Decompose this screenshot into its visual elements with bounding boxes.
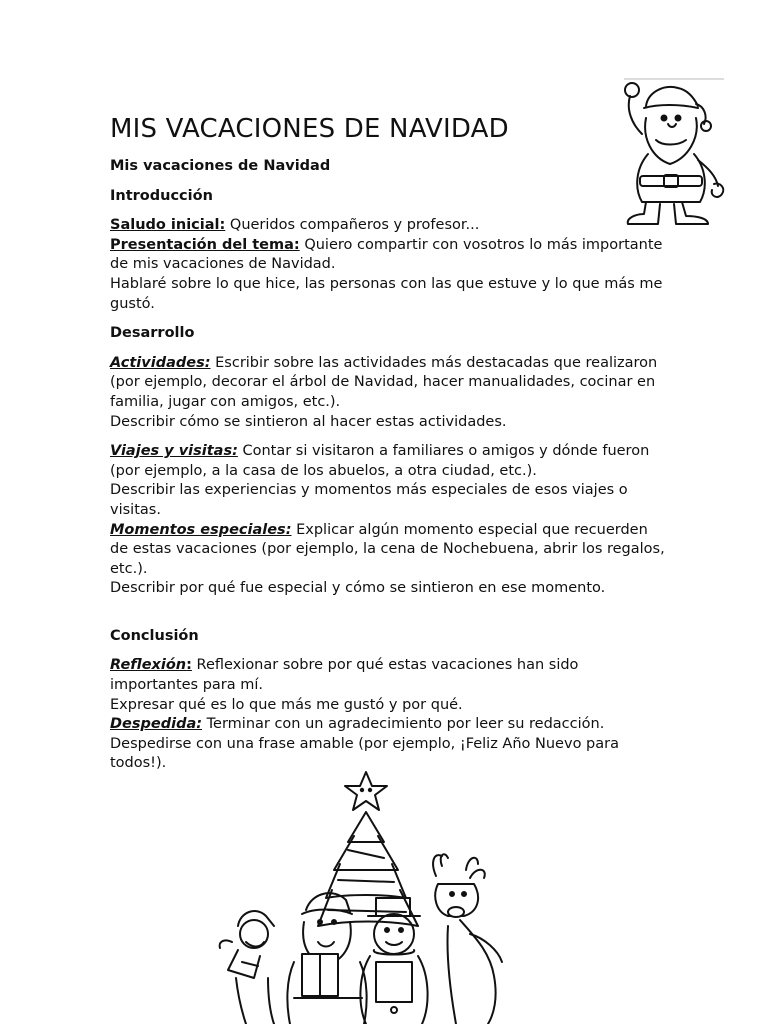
christmas-scene-illustration bbox=[198, 766, 558, 1024]
topic-label: Presentación del tema: bbox=[110, 236, 300, 253]
reflection-text: Reflexionar sobre por qué estas vacaciones han sido importantes para mí. bbox=[110, 657, 579, 694]
subtitle: Mis vacaciones de Navidad bbox=[110, 158, 331, 174]
moments-text: Explicar algún momento especial que recuerden de estas vacaciones (por ejemplo, la cena de Nochebuena, abrir los regalos, etc.). bbox=[110, 521, 665, 577]
farewell-paragraph-2: Despedirse con una frase amable (por ejemplo, ¡Feliz Año Nuevo para todos!). bbox=[110, 735, 619, 772]
farewell-paragraph bbox=[110, 715, 670, 735]
reflection-paragraph bbox=[110, 656, 670, 695]
intro-heading: Introducción bbox=[110, 187, 213, 204]
greeting-label: Saludo inicial: bbox=[110, 217, 226, 234]
trips-paragraph bbox=[110, 442, 670, 481]
moments-paragraph-2: Describir por qué fue especial y cómo se sintieron en ese momento. bbox=[110, 580, 606, 597]
document-body bbox=[110, 157, 670, 774]
moments-paragraph bbox=[110, 521, 670, 580]
development-heading: Desarrollo bbox=[110, 325, 195, 342]
reflection-paragraph-2: Expresar qué es lo que más me gustó y por qué. bbox=[110, 696, 463, 713]
moments-label: Momentos especiales: bbox=[110, 521, 292, 538]
farewell-text: Terminar con un agradecimiento por leer su redacción. bbox=[202, 716, 605, 733]
activities-text: Escribir sobre las actividades más destacadas que realizaron (por ejemplo, decorar el árbol de Navidad, hacer manualidades, cocinar en familia, jugar con amigos, etc.). bbox=[110, 354, 658, 410]
trips-paragraph-2: Describir las experiencias y momentos más especiales de esos viajes o visitas. bbox=[110, 482, 628, 518]
conclusion-heading: Conclusión bbox=[110, 627, 199, 644]
topic-text: Quiero compartir con vosotros lo más importante de mis vacaciones de Navidad. bbox=[110, 236, 663, 273]
intro-greeting bbox=[110, 216, 670, 236]
trips-label: Viajes y visitas: bbox=[110, 443, 238, 460]
trips-text: Contar si visitaron a familiares o amigos y dónde fueron (por ejemplo, a la casa de los abuelos, a otra ciudad, etc.). bbox=[110, 443, 650, 479]
document-title: MIS VACACIONES DE NAVIDAD bbox=[110, 114, 509, 144]
activities-paragraph bbox=[110, 354, 670, 413]
reflection-label: Reflexión bbox=[110, 657, 187, 674]
greeting-text: Queridos compañeros y profesor... bbox=[225, 217, 480, 234]
farewell-label: Despedida: bbox=[110, 716, 203, 733]
activities-paragraph-2: Describir cómo se sintieron al hacer estas actividades. bbox=[110, 413, 507, 430]
intro-topic bbox=[110, 236, 670, 275]
intro-topic-2: Hablaré sobre lo que hice, las personas con las que estuve y lo que más me gustó. bbox=[110, 275, 663, 312]
reflection-colon: : bbox=[186, 657, 192, 674]
activities-label: Actividades: bbox=[110, 354, 211, 371]
